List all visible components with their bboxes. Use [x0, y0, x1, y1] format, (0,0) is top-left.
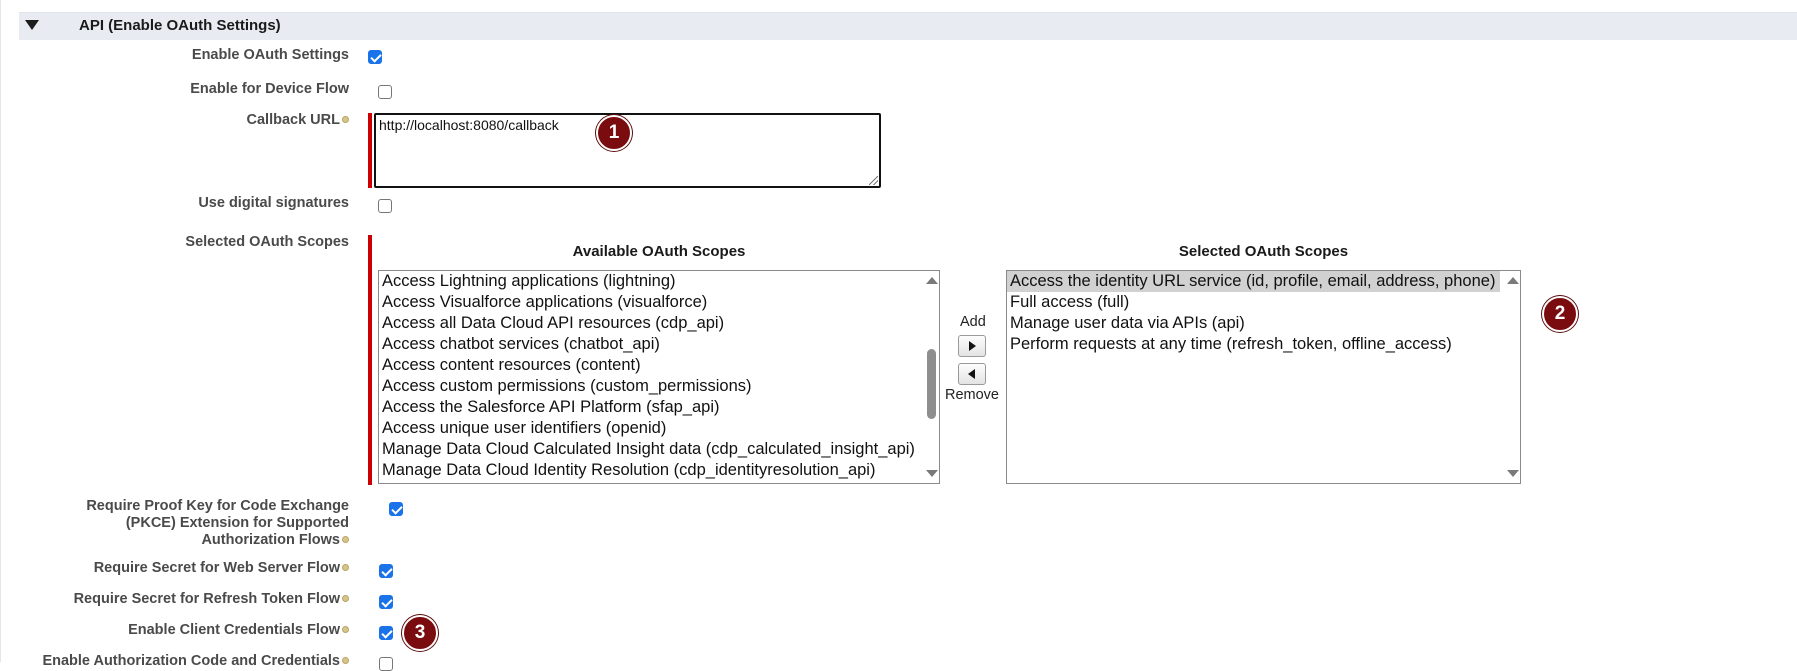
available-scopes-listbox[interactable] [378, 270, 940, 484]
secret-refresh-checkbox[interactable] [379, 595, 393, 609]
add-scope-button[interactable] [958, 335, 986, 357]
enable-oauth-checkbox[interactable] [368, 50, 382, 64]
scroll-up-arrow-icon[interactable] [926, 277, 938, 284]
scope-option[interactable]: Manage Data Cloud Calculated Insight data (cdp_calculated_insight_api) [382, 440, 915, 458]
client-credentials-label [128, 622, 349, 639]
digital-signatures-checkbox[interactable] [378, 199, 392, 213]
auth-code-credentials-checkbox[interactable] [379, 657, 393, 671]
scope-option[interactable]: Access custom permissions (custom_permissions) [382, 377, 752, 395]
page-left-border [0, 0, 6, 662]
callback-url-value: http://localhost:8080/callback [379, 117, 559, 133]
scope-option[interactable]: Access all Data Cloud API resources (cdp_api) [382, 314, 725, 332]
client-credentials-label-text: Enable Client Credentials Flow [128, 622, 340, 638]
annotation-marker-1: 1 [596, 115, 632, 151]
pkce-checkbox[interactable] [389, 502, 403, 516]
client-credentials-checkbox[interactable] [379, 626, 393, 640]
secret-refresh-label [74, 591, 349, 608]
digital-signatures-label: Use digital signatures [198, 195, 349, 211]
help-icon[interactable] [342, 657, 349, 664]
callback-url-label-text: Callback URL [246, 112, 340, 128]
scope-option[interactable]: Perform requests at any time (refresh_token, offline_access) [1010, 335, 1452, 353]
annotation-marker-3: 3 [402, 615, 438, 651]
required-indicator [368, 235, 372, 485]
annotation-marker-2: 2 [1542, 296, 1578, 332]
collapse-triangle-icon[interactable] [25, 20, 39, 30]
scope-option[interactable]: Access Lightning applications (lightning) [382, 272, 676, 290]
remove-label: Remove [945, 387, 999, 403]
selected-scopes-listbox[interactable] [1006, 270, 1521, 484]
resize-handle-icon[interactable] [869, 176, 878, 185]
enable-oauth-label: Enable OAuth Settings [191, 47, 349, 63]
scope-option[interactable]: Manage Data Cloud Identity Resolution (cdp_identityresolution_api) [382, 461, 876, 479]
available-scrollbar[interactable] [923, 271, 939, 483]
scroll-down-arrow-icon[interactable] [1507, 470, 1519, 477]
secret-web-server-checkbox[interactable] [379, 564, 393, 578]
help-icon[interactable] [342, 536, 349, 543]
available-scopes-title: Available OAuth Scopes [572, 243, 746, 260]
help-icon[interactable] [342, 116, 349, 123]
add-label: Add [960, 314, 986, 330]
scope-option[interactable]: Access unique user identifiers (openid) [382, 419, 667, 437]
scope-option[interactable]: Access content resources (content) [382, 356, 641, 374]
scope-option[interactable]: Access chatbot services (chatbot_api) [382, 335, 660, 353]
scope-option[interactable]: Manage user data via APIs (api) [1010, 314, 1245, 332]
scroll-down-arrow-icon[interactable] [926, 470, 938, 477]
required-indicator [368, 113, 372, 188]
device-flow-checkbox[interactable] [378, 85, 392, 99]
selected-scopes-title: Selected OAuth Scopes [1178, 243, 1349, 260]
selected-scopes-list [1007, 271, 1520, 355]
arrow-right-icon [969, 341, 976, 351]
remove-scope-button[interactable] [958, 363, 986, 385]
scope-option[interactable]: Access the Salesforce API Platform (sfap_api) [382, 398, 720, 416]
help-icon[interactable] [342, 626, 349, 633]
pkce-label-text: Require Proof Key for Code Exchange (PKCE) Extension for Supported Authorization Flows [86, 498, 349, 548]
device-flow-label: Enable for Device Flow [190, 81, 349, 97]
secret-web-server-label [94, 560, 349, 577]
available-scopes-list [379, 271, 939, 481]
auth-code-credentials-label-text: Enable Authorization Code and Credentials [42, 653, 340, 669]
scroll-thumb[interactable] [927, 349, 936, 419]
callback-url-label [247, 112, 349, 129]
scroll-up-arrow-icon[interactable] [1507, 277, 1519, 284]
scope-option[interactable]: Full access (full) [1010, 293, 1130, 311]
section-header[interactable] [19, 12, 1797, 40]
help-icon[interactable] [342, 595, 349, 602]
pkce-label [49, 498, 349, 549]
section-title: API (Enable OAuth Settings) [79, 17, 281, 34]
secret-web-server-label-text: Require Secret for Web Server Flow [93, 560, 340, 576]
oauth-scopes-label: Selected OAuth Scopes [185, 234, 349, 250]
secret-refresh-label-text: Require Secret for Refresh Token Flow [73, 591, 340, 607]
scope-option[interactable]: Access the identity URL service (id, profile, email, address, phone) [1007, 271, 1500, 292]
help-icon[interactable] [342, 564, 349, 571]
selected-scrollbar[interactable] [1504, 271, 1520, 483]
scope-option[interactable]: Access Visualforce applications (visualforce) [382, 293, 708, 311]
arrow-left-icon [968, 369, 975, 379]
